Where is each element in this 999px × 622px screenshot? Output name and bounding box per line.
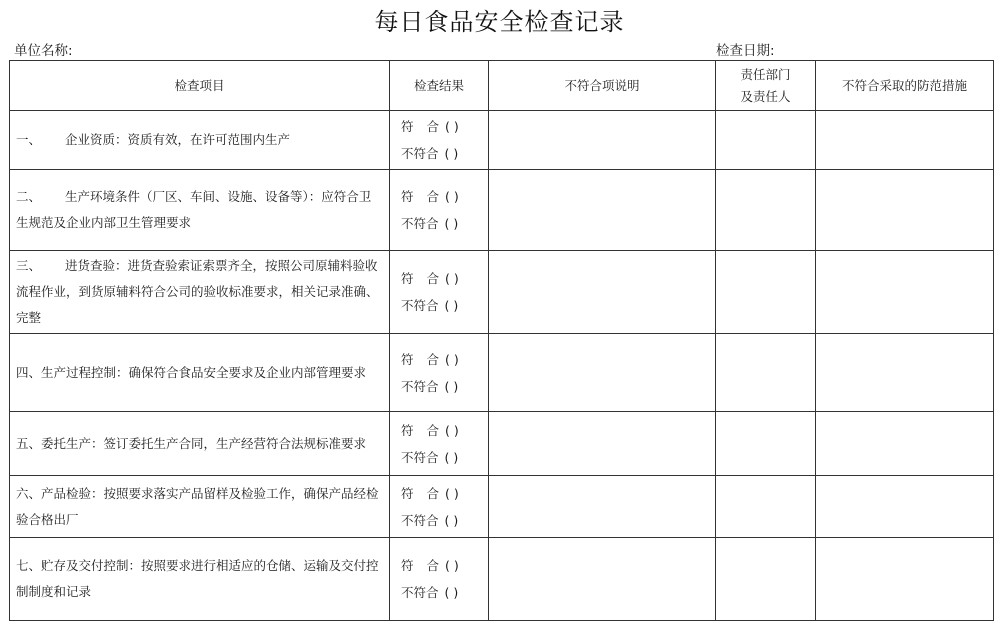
measures-cell[interactable]: [816, 476, 994, 538]
table-row: [10, 476, 994, 538]
item-text: 六、产品检验：按照要求落实产品留样及检验工作，确保产品经检验合格出厂: [16, 485, 379, 527]
nonconform-desc-cell[interactable]: [489, 334, 716, 412]
dept-cell[interactable]: [716, 476, 816, 538]
nonconform-desc-cell[interactable]: [489, 538, 716, 621]
table-row: [10, 111, 994, 170]
nonconform-desc-cell[interactable]: [489, 412, 716, 476]
result-cell: [390, 476, 489, 538]
header-item: 检查项目: [10, 61, 390, 111]
measures-cell[interactable]: [816, 412, 994, 476]
measures-cell[interactable]: [816, 334, 994, 412]
noncomply-option[interactable]: 不符合 ( ): [401, 378, 459, 394]
result-cell: [390, 412, 489, 476]
noncomply-option[interactable]: 不符合 ( ): [401, 585, 459, 600]
item-text: 五、委托生产：签订委托生产合同，生产经营符合法规标准要求: [16, 435, 367, 451]
header-nonconform-desc: 不符合项说明: [489, 61, 716, 111]
item-number: 二、: [16, 189, 42, 204]
item-cell: [10, 170, 390, 251]
dept-cell[interactable]: [716, 412, 816, 476]
header-result: 检查结果: [390, 61, 489, 111]
nonconform-desc-cell[interactable]: [489, 476, 716, 538]
comply-option[interactable]: 符 合 ( ): [401, 422, 459, 438]
result-cell: [390, 334, 489, 412]
noncomply-option[interactable]: 不符合 ( ): [401, 146, 459, 161]
comply-option[interactable]: 符 合 ( ): [401, 271, 459, 286]
table-row: [10, 538, 994, 621]
item-cell: [10, 251, 390, 334]
header-dept-line1: 责任部门: [740, 66, 791, 82]
inspection-table: [9, 60, 994, 621]
noncomply-option[interactable]: 不符合 ( ): [401, 216, 459, 231]
measures-cell[interactable]: [816, 111, 994, 170]
comply-option[interactable]: 符 合 ( ): [401, 351, 459, 367]
item-number: 三、: [16, 258, 42, 273]
noncomply-option[interactable]: 不符合 ( ): [401, 449, 459, 465]
dept-cell[interactable]: [716, 111, 816, 170]
noncomply-option[interactable]: 不符合 ( ): [401, 512, 459, 528]
item-cell: [10, 334, 390, 412]
header-measures: 不符合采取的防范措施: [816, 61, 994, 111]
unit-name-label: 单位名称:: [14, 43, 73, 59]
item-text: 七、贮存及交付控制：按照要求进行相适应的仓储、运输及交付控制制度和记录: [16, 558, 379, 599]
measures-cell[interactable]: [816, 251, 994, 334]
check-date-label: 检查日期:: [716, 43, 775, 59]
comply-option[interactable]: 符 合 ( ): [401, 189, 459, 204]
item-cell: [10, 476, 390, 538]
result-cell: [390, 111, 489, 170]
header-dept-line2: 及责任人: [740, 88, 791, 104]
noncomply-option[interactable]: 不符合 ( ): [401, 298, 459, 313]
comply-option[interactable]: 符 合 ( ): [401, 485, 459, 501]
result-cell: [390, 251, 489, 334]
form-title: 每日食品安全检查记录: [374, 8, 625, 36]
nonconform-desc-cell[interactable]: [489, 111, 716, 170]
header-dept: [716, 61, 816, 111]
item-cell: [10, 111, 390, 170]
dept-cell[interactable]: [716, 334, 816, 412]
item-text: 生产环境条件（厂区、车间、设施、设备等）：应符合卫生规范及企业内部卫生管理要求: [16, 189, 372, 230]
comply-option[interactable]: 符 合 ( ): [401, 119, 459, 134]
item-text: 企业资质：资质有效，在许可范围内生产: [65, 132, 291, 147]
table-row: [10, 170, 994, 251]
measures-cell[interactable]: [816, 170, 994, 251]
measures-cell[interactable]: [816, 538, 994, 621]
nonconform-desc-cell[interactable]: [489, 170, 716, 251]
comply-option[interactable]: 符 合 ( ): [401, 558, 459, 573]
item-text: 四、生产过程控制：确保符合食品安全要求及企业内部管理要求: [16, 364, 367, 380]
item-number: 一、: [16, 132, 42, 147]
nonconform-desc-cell[interactable]: [489, 251, 716, 334]
table-row: [10, 251, 994, 334]
result-cell: [390, 538, 489, 621]
dept-cell[interactable]: [716, 538, 816, 621]
item-text: 进货查验：进货查验索证索票齐全，按照公司原辅料验收流程作业，到货原辅料符合公司的验收标准要求，相关记录准确、完整: [16, 258, 379, 325]
table-row: [10, 412, 994, 476]
item-cell: [10, 538, 390, 621]
dept-cell[interactable]: [716, 170, 816, 251]
result-cell: [390, 170, 489, 251]
table-row: [10, 334, 994, 412]
dept-cell[interactable]: [716, 251, 816, 334]
header-row: [10, 61, 994, 111]
item-cell: [10, 412, 390, 476]
